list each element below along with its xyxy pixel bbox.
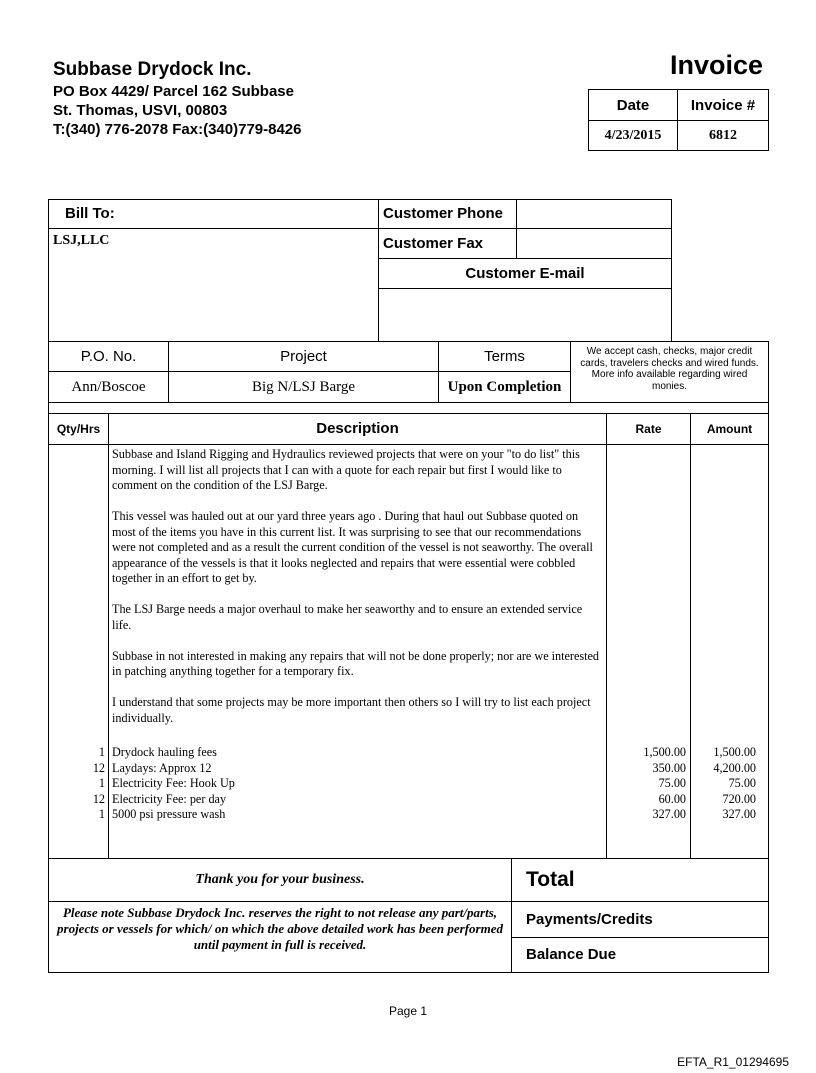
bill-to-label: Bill To: [65,205,115,222]
rate-header: Rate [606,413,691,445]
thanks-text: Thank you for your business. [195,872,365,887]
item-amount: 1,500.00 [713,745,756,759]
item-amount: 4,200.00 [713,760,756,775]
invoice-date: 4/23/2015 [589,121,678,151]
invoice-number-label: Invoice # [678,90,769,121]
line-items [48,745,769,823]
company-name: Subbase Drydock Inc. [53,59,252,80]
date-invoice-box [588,89,769,151]
item-description: Laydays: Approx 12 [112,760,212,775]
table-row [48,792,769,808]
payments-label: Payments/Credits [526,911,653,928]
terms-value: Upon Completion [438,371,571,403]
item-rate: 350.00 [652,760,686,775]
customer-email-label: Customer E-mail [465,265,585,282]
item-amount: 720.00 [722,791,756,806]
item-qty: 1 [98,807,105,821]
item-rate: 1,500.00 [643,745,686,759]
qty-header: Qty/Hrs [48,413,109,445]
item-rate: 75.00 [658,776,686,790]
item-qty: 12 [92,791,105,806]
customer-fax-label-cell [378,228,517,259]
description-paragraph: Subbase in not interested in making any repairs that will not be done properly; nor are we interested in patching anything together for a temporary fix. [112,648,600,678]
payment-note: We accept cash, checks, major credit cards, travelers checks and wired funds. More info available regarding wired monies. [580,346,759,392]
invoice-title: Invoice [669,50,763,80]
company-contact: T:(340) 776-2078 Fax:(340)779-8426 [53,121,302,138]
item-description: Electricity Fee: Hook Up [112,776,235,790]
company-address-2: St. Thomas, USVI, 00803 [53,102,228,119]
item-rate: 327.00 [652,807,686,821]
balance-label: Balance Due [526,946,617,963]
total-cell [511,858,769,902]
notice-text: Please note Subbase Drydock Inc. reserves the right to not release any part/parts, projects or vessels for which/ on which the above detailed work has been performed until payment in full is received. [57,905,503,952]
table-row [48,807,769,823]
terms-label: Terms [438,341,571,372]
description-header: Description [108,413,607,445]
notice-cell [48,901,512,973]
item-qty: 1 [98,745,105,759]
table-row [48,761,769,777]
bill-to-body [48,228,379,342]
item-qty: 12 [92,760,105,775]
bill-to-header [48,199,379,229]
description-paragraph: I understand that some projects may be more important then others so I will try to list each project individually. [112,695,591,725]
customer-email-value [378,288,672,342]
item-amount: 327.00 [722,807,756,821]
date-label: Date [589,90,678,121]
company-header [53,58,302,139]
table-row [48,745,769,761]
description-text [112,447,600,742]
project-value: Big N/LSJ Barge [168,371,439,403]
customer-fax-value [516,228,672,259]
customer-phone-label-cell [378,199,517,229]
item-amount: 75.00 [728,776,756,790]
item-rate: 60.00 [658,791,686,806]
payment-note-cell [570,341,769,403]
balance-cell [511,937,769,973]
item-description: Drydock hauling fees [112,745,217,759]
company-address-1: PO Box 4429/ Parcel 162 Subbase [53,83,294,100]
item-description: 5000 psi pressure wash [112,807,226,821]
amount-header: Amount [690,413,769,445]
project-label: Project [168,341,439,372]
po-value: Ann/Boscoe [48,371,169,403]
thanks-cell [48,858,512,902]
customer-phone-label: Customer Phone [383,205,504,222]
invoice-number: 6812 [678,121,769,151]
description-paragraph: The LSJ Barge needs a major overhaul to make her seaworthy and to ensure an extended service life. [112,602,583,632]
description-paragraph: Subbase and Island Rigging and Hydraulics reviewed projects that were on your "to do list" this morning. I will list all projects that I can with a quote for each repair but first I would like to comment on the condition of the LSJ Barge. [112,447,580,492]
document-id: EFTA_R1_01294695 [677,1055,789,1069]
customer-fax-label: Customer Fax [383,235,484,252]
table-row [48,776,769,792]
customer-email-label-cell [378,258,672,289]
item-qty: 1 [98,776,105,790]
item-description: Electricity Fee: per day [112,791,227,806]
bill-to-name: LSJ,LLC [53,233,110,248]
po-label: P.O. No. [48,341,169,372]
total-label: Total [526,868,575,891]
description-paragraph: This vessel was hauled out at our yard three years ago . During that haul out Subbase quoted on most of the items you have in this current list. It was surprising to see that our recommendations were not completed and as a result the current condition of the vessel is not seaworthy. The overall appearance of the vessels is that it looks neglected and repairs that were essential were cobbled together in an effort to get by. [112,509,593,585]
customer-phone-value [516,199,672,229]
page-number: Page 1 [388,1004,428,1018]
payments-cell [511,901,769,938]
